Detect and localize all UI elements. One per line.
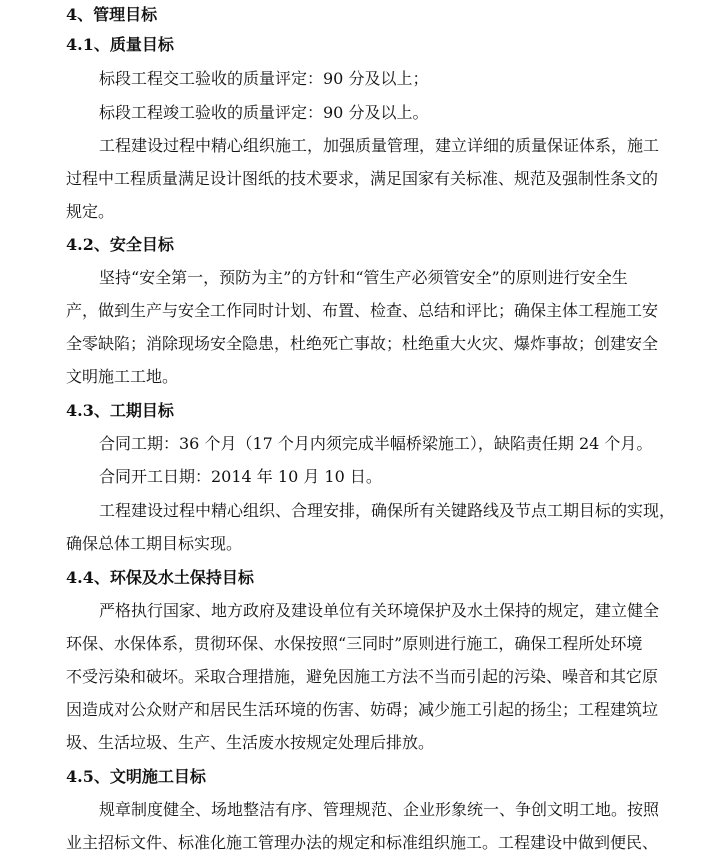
paragraph-line: 工程建设过程中精心组织施工，加强质量管理，建立详细的质量保证体系，施工	[99, 136, 660, 155]
paragraph-line: 确保总体工期目标实现。	[66, 534, 243, 553]
paragraph-line: 坚持“安全第一，预防为主”的方针和“管生产必须管安全”的原则进行安全生	[99, 268, 628, 287]
paragraph-line: 标段工程交工验收的质量评定：90 分及以上；	[99, 69, 429, 88]
paragraph-line: 过程中工程质量满足设计图纸的技术要求，满足国家有关标准、规范及强制性条文的	[66, 169, 659, 188]
paragraph-line: 规定。	[66, 202, 115, 221]
paragraph-line: 不受污染和破坏。采取合理措施，避免因施工方法不当而引起的污染、噪音和其它原	[66, 667, 659, 686]
subheading-schedule-goal: 4.3、工期目标	[66, 401, 174, 420]
paragraph-line: 业主招标文件、标准化施工管理办法的规定和标准组织施工。工程建设中做到便民、	[66, 833, 659, 852]
paragraph-line: 严格执行国家、地方政府及建设单位有关环境保护及水土保持的规定，建立健全	[99, 601, 660, 620]
paragraph-line: 合同开工日期：2014 年 10 月 10 日。	[99, 467, 382, 486]
paragraph-line: 工程建设过程中精心组织、合理安排，确保所有关键路线及节点工期目标的实现，	[99, 501, 676, 520]
paragraph-line: 标段工程竣工验收的质量评定：90 分及以上。	[99, 103, 429, 122]
subheading-civilized-construction-goal: 4.5、文明施工目标	[66, 767, 206, 786]
paragraph-line: 全零缺陷；消除现场安全隐患，杜绝死亡事故；杜绝重大火灾、爆炸事故；创建安全	[66, 334, 659, 353]
subheading-environment-goal: 4.4、环保及水土保持目标	[66, 568, 254, 587]
paragraph-line: 圾、生活垃圾、生产、生活废水按规定处理后排放。	[66, 733, 435, 752]
paragraph-line: 因造成对公众财产和居民生活环境的伤害、妨碍；减少施工引起的扬尘；工程建筑垃	[66, 700, 659, 719]
subheading-safety-goal: 4.2、安全目标	[66, 235, 174, 254]
paragraph-line: 环保、水保体系，贯彻环保、水保按照“三同时”原则进行施工，确保工程所处环境	[66, 634, 643, 653]
paragraph-line: 规章制度健全、场地整洁有序、管理规范、企业形象统一、争创文明工地。按照	[99, 800, 660, 819]
paragraph-line: 文明施工工地。	[66, 367, 179, 386]
subheading-quality-goal: 4.1、质量目标	[66, 35, 174, 54]
paragraph-line: 合同工期：36 个月（17 个月内须完成半幅桥梁施工），缺陷责任期 24 个月。	[99, 434, 653, 453]
paragraph-line: 产，做到生产与安全工作同时计划、布置、检查、总结和评比；确保主体工程施工安	[66, 301, 659, 320]
section-heading-management-goals: 4、管理目标	[66, 5, 158, 24]
